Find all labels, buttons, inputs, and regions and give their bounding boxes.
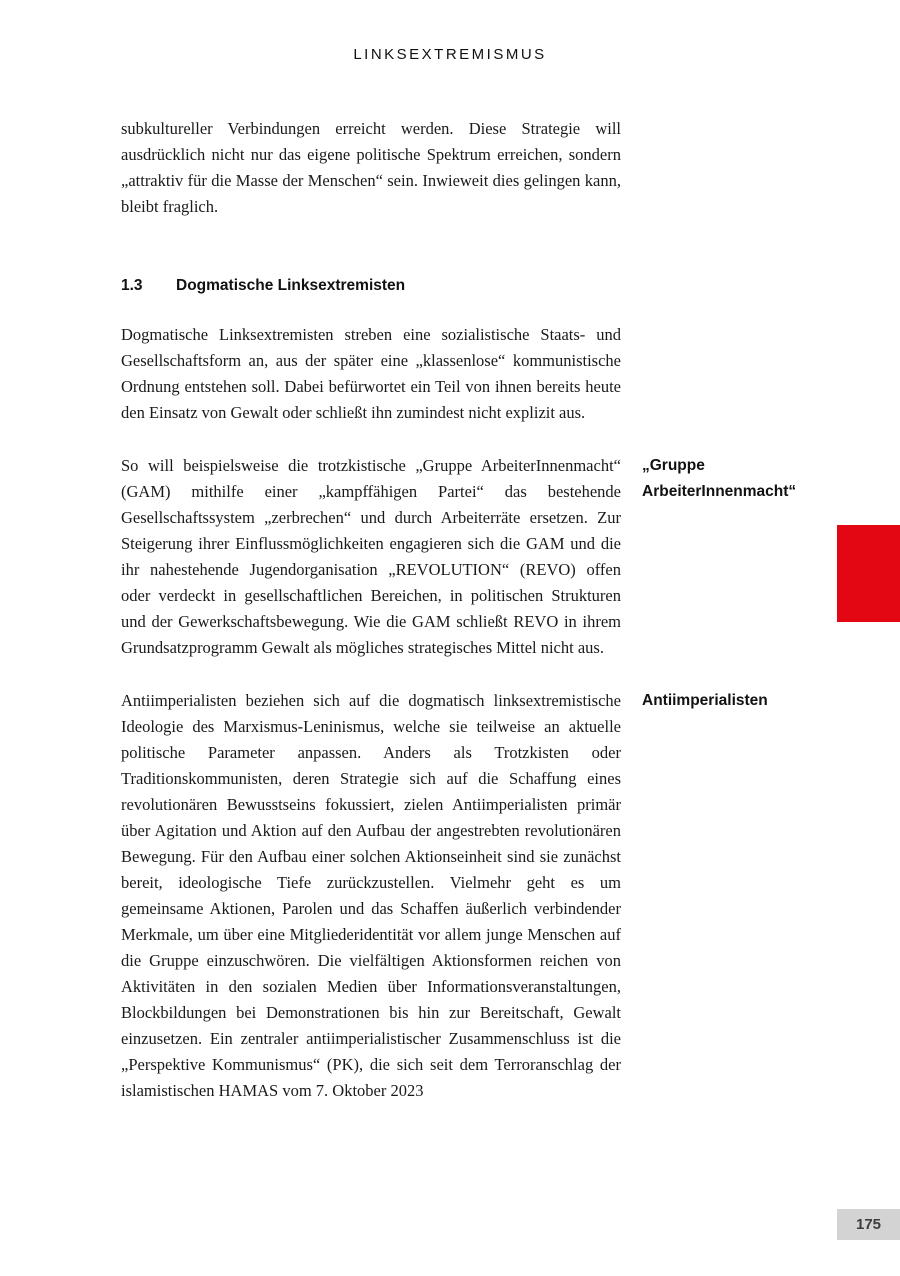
margin-note-antiimperialisten: Antiimperialisten (642, 692, 768, 709)
section-title: Dogmatische Linksextremisten (176, 277, 406, 294)
body-paragraph: So will beispielsweise die trotzkistische „Gruppe ArbeiterInnenmacht“ (GAM) mithilfe einer „kampffähigen Partei“ das bestehende Gesellschaftssystem „zerbrechen“ und durch Arbeiterräte ersetzen. Zur Steigerung ihrer Einflussmöglichkeiten engagieren sich die GAM und die ihr nahestehende Jugendorganisation „REVOLUTION“ (REVO) offen oder verdeckt in gesellschaftlichen Bereichen, in politischen Strukturen und der Gewerkschaftsbewegung. Wie die GAM schließt REVO in ihrem Grundsatzprogramm Gewalt als mögliches strategisches Mittel nicht aus. (121, 456, 621, 657)
running-header: LINKSEXTREMISMUS (353, 46, 547, 63)
paragraph-block (121, 453, 797, 661)
paragraph-block (121, 688, 768, 1104)
section-number: 1.3 (121, 277, 143, 294)
body-paragraph: Dogmatische Linksextremisten streben eine sozialistische Staats- und Gesellschaftsform an, aus der später eine „klassenlose“ kommunistische Ordnung entstehen soll. Dabei befürwortet ein Teil von ihnen bereits heute den Einsatz von Gewalt oder schließt ihn zumindest nicht explizit aus. (121, 325, 621, 422)
margin-note-gruppe-arbeiterinnenmacht: „Gruppe ArbeiterInnenmacht“ (642, 457, 797, 500)
red-section-marker (837, 525, 900, 622)
body-paragraph: Antiimperialisten beziehen sich auf die dogmatisch linksextremistische Ideologie des Marxismus-Leninismus, welche sie teilweise an aktuelle politische Parameter anpassen. Anders als Trotzkisten oder Traditionskommunisten, deren Strategie sich auf die Schaffung eines revolutionären Bewusstseins fokussiert, zielen Antiimperialisten primär über Agitation und Aktion auf den Aufbau der angestrebten revolutionären Bewegung. Für den Aufbau einer solchen Aktionseinheit sind sie zunächst bereit, ideologische Tiefe zurückzustellen. Vielmehr geht es um gemeinsame Aktionen, Parolen und das Schaffen äußerlich verbindender Merkmale, um über eine Mitgliederidentität vor allem junge Menschen auf die Gruppe einzuschwören. Die vielfältigen Aktionsformen reichen von Aktivitäten in den sozialen Medien über Informationsveranstaltungen, Blockbildungen bei Demonstrationen bis hin zur Bereitschaft, Gewalt einzusetzen. Ein zentraler antiimperialistischer Zusammenschluss ist die „Perspektive Kommunismus“ (PK), die sich seit dem Terroranschlag der islamistischen HAMAS vom 7. Oktober 2023 (121, 691, 621, 1100)
section-heading (121, 276, 621, 296)
page-number-box (837, 1209, 900, 1240)
paragraph-block (121, 322, 621, 426)
intro-paragraph: subkultureller Verbindungen erreicht werden. Diese Strategie will ausdrücklich nicht nur das eigene politische Spektrum erreichen, sondern „attraktiv für die Masse der Menschen“ sein. Inwieweit dies gelingen kann, bleibt fraglich. (121, 119, 621, 216)
main-text-column (121, 116, 797, 1131)
page-number: 175 (855, 1216, 882, 1233)
